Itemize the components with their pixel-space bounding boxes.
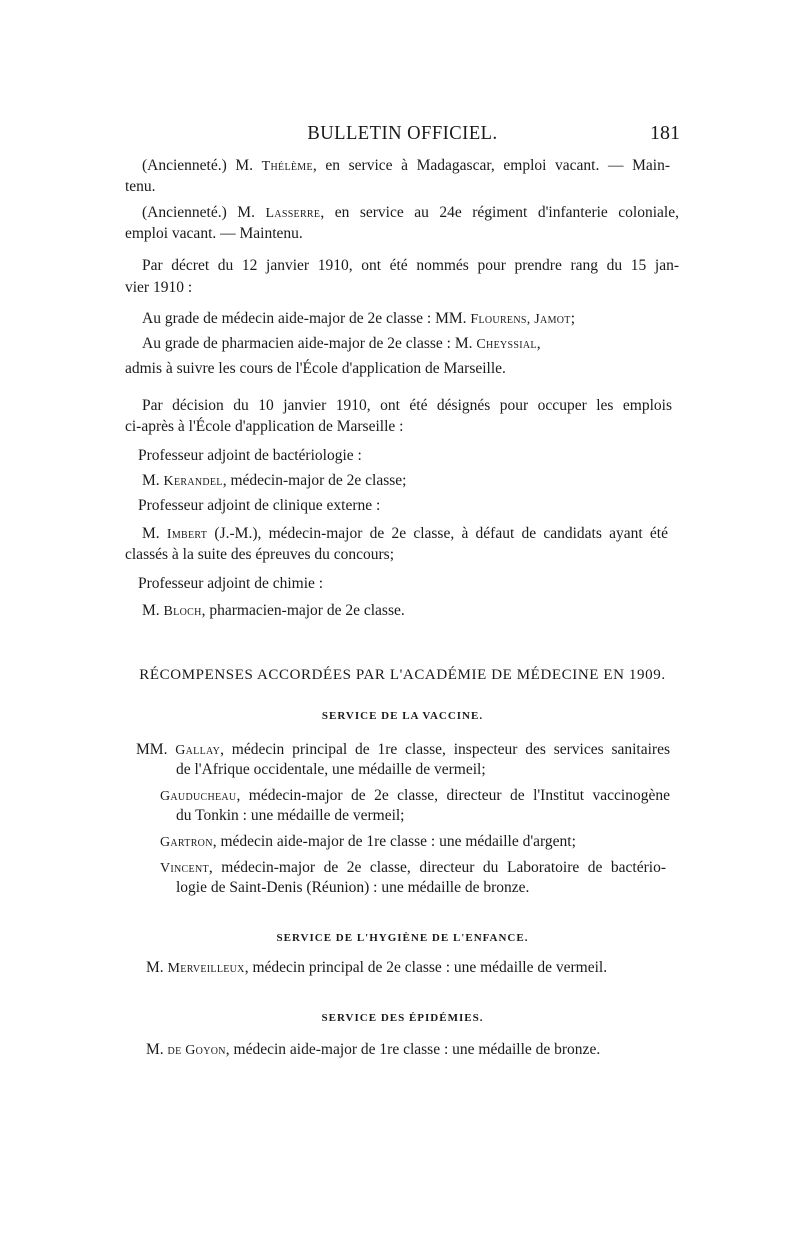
section-heading: RÉCOMPENSES ACCORDÉES PAR L'ACADÉMIE DE MÉDECINE EN 1909. (139, 667, 666, 683)
award-line: de l'Afrique occidentale, une médaille de vermeil; (176, 761, 486, 778)
award-line: logie de Saint-Denis (Réunion) : une médaille de bronze. (176, 879, 530, 896)
person-name: Vincent (160, 861, 209, 876)
paragraph-line: M. Kerandel, médecin-major de 2e classe; (142, 472, 407, 489)
person-name: Gallay (175, 743, 221, 758)
paragraph-line: classés à la suite des épreuves du concours; (125, 546, 395, 563)
paragraph-line: Au grade de médecin aide-major de 2e classe : MM. Flourens, Jamot; (142, 310, 576, 327)
paragraph-line: Professeur adjoint de chimie : (138, 575, 324, 592)
subsection-heading: SERVICE DES ÉPIDÉMIES. (321, 1012, 484, 1024)
person-name: Imbert (166, 527, 208, 542)
subsection-heading: SERVICE DE L'HYGIÈNE DE L'ENFANCE. (276, 932, 529, 944)
running-title: BULLETIN OFFICIEL. (307, 122, 498, 144)
paragraph-line: Au grade de pharmacien aide-major de 2e classe : M. Cheyssial, (142, 335, 541, 352)
paragraph-line: ci-après à l'École d'application de Marseille : (125, 418, 404, 435)
award-line: M. de Goyon, médecin aide-major de 1re classe : une médaille de bronze. (146, 1041, 601, 1058)
paragraph-line: (Ancienneté.) M. Lasserre, en service au 24e régiment d'infanterie coloniale, (142, 204, 679, 221)
person-name: Kerandel (163, 474, 223, 489)
paragraph-line: Par décret du 12 janvier 1910, ont été nommés pour prendre rang du 15 jan- (142, 257, 679, 274)
paragraph-line: tenu. (125, 178, 156, 195)
page-header (125, 122, 680, 146)
person-name: Thélème (261, 159, 313, 174)
paragraph-line: M. Imbert (J.-M.), médecin-major de 2e classe, à défaut de candidats ayant été (142, 525, 668, 542)
person-name: Flourens, Jamot (470, 312, 571, 327)
award-line: du Tonkin : une médaille de vermeil; (176, 807, 405, 824)
person-name: de Goyon (167, 1043, 226, 1058)
paragraph-line: emploi vacant. — Maintenu. (125, 225, 303, 242)
award-line: Vincent, médecin-major de 2e classe, directeur du Laboratoire de bactério- (160, 859, 666, 876)
paragraph-line: Professeur adjoint de bactériologie : (138, 447, 362, 464)
paragraph-line: admis à suivre les cours de l'École d'application de Marseille. (125, 360, 506, 377)
person-name: Gauducheau (160, 789, 237, 804)
person-name: Bloch (163, 604, 202, 619)
paragraph-line: (Ancienneté.) M. Thélème, en service à Madagascar, emploi vacant. — Main- (142, 157, 670, 174)
award-line: M. Merveilleux, médecin principal de 2e classe : une médaille de vermeil. (146, 959, 608, 976)
person-name: Merveilleux (167, 961, 245, 976)
page-number: 181 (650, 122, 680, 144)
person-name: Cheyssial (476, 337, 537, 352)
paragraph-line: M. Bloch, pharmacien-major de 2e classe. (142, 602, 405, 619)
paragraph-line: vier 1910 : (125, 279, 193, 296)
award-line: MM. Gallay, médecin principal de 1re classe, inspecteur des services sanitaires (136, 741, 670, 758)
paragraph-line: Par décision du 10 janvier 1910, ont été désignés pour occuper les emplois (142, 397, 672, 414)
award-line: Gauducheau, médecin-major de 2e classe, directeur de l'Institut vaccinogène (160, 787, 670, 804)
subsection-heading: SERVICE DE LA VACCINE. (321, 710, 484, 722)
person-name: Gartron (160, 835, 213, 850)
award-line: Gartron, médecin aide-major de 1re classe : une médaille d'argent; (160, 833, 576, 850)
person-name: Lasserre (265, 206, 321, 221)
paragraph-line: Professeur adjoint de clinique externe : (138, 497, 381, 514)
